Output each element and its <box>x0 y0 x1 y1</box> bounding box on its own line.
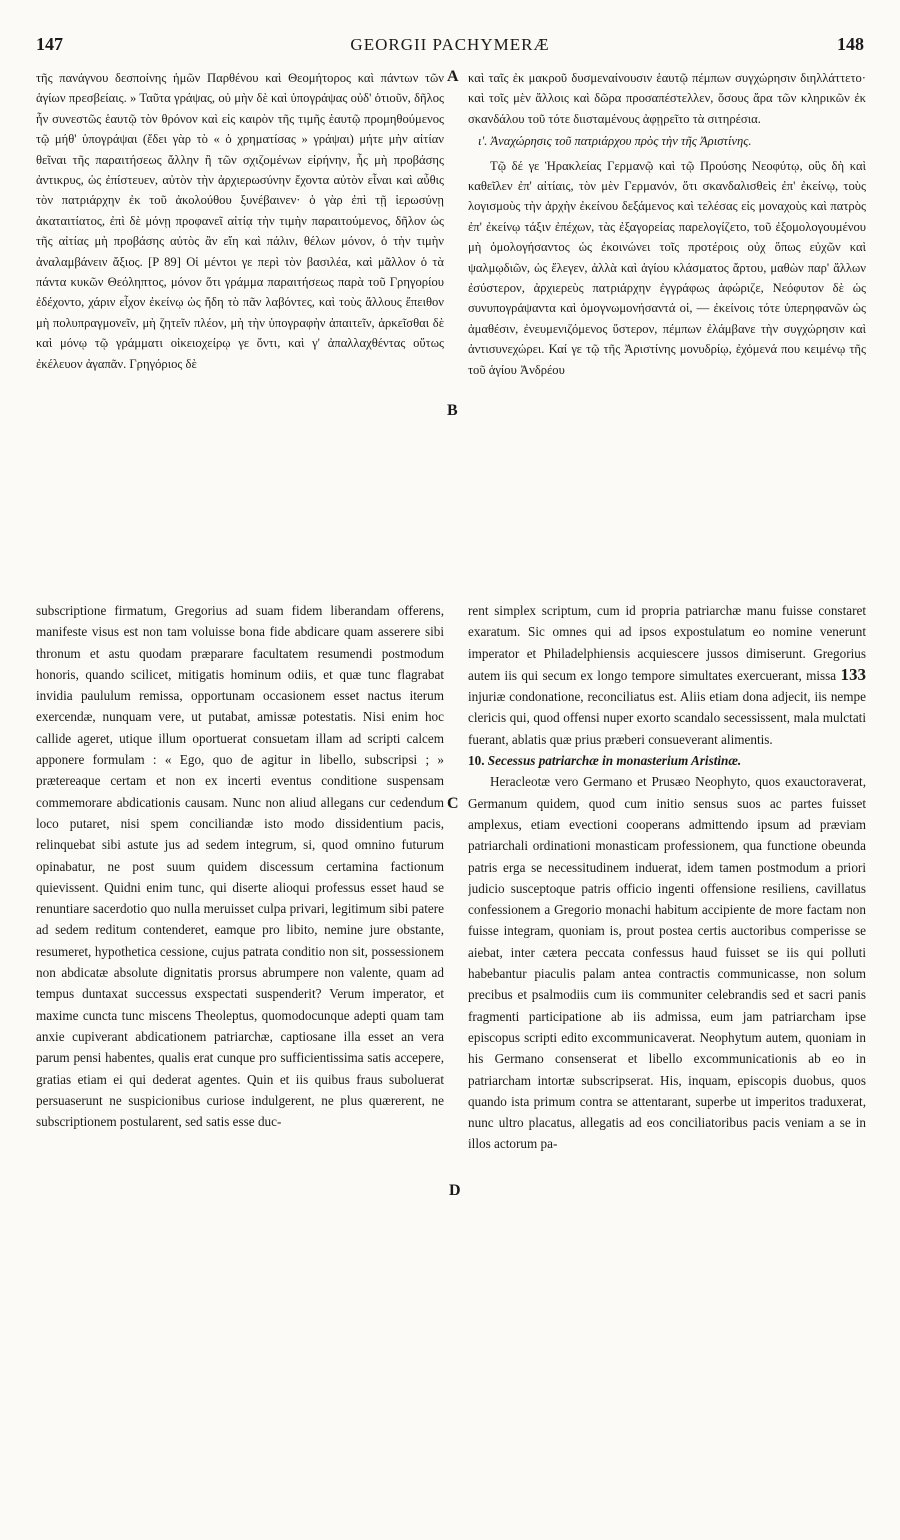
page-number-left: 147 <box>36 34 63 54</box>
margin-letter-d: D <box>449 1182 461 1199</box>
greek-paragraph: Τῷ δέ γε Ἡρακλείας Γερμανῷ καὶ τῷ Προύσης Νεοφύτῳ, οὓς δὴ καὶ καθεῖλεν ἐπ' αἰτίαις, τὸν μὲν Γερμανόν, ὅτι σκανδαλισθεὶς ἐπ' ἐκείνῳ, τοὺς λογισμοὺς τὴν ἀρχὴν ἐκείνου δεξάμενος καὶ τελέσας εἰς μοναχοὺς καὶ πατρὸς ἐπ' ἐκείνῳ τάξιν ἐπέχων, τὰς ἐξαγορείας παρελογίζετο, τοῦ ἐξομολογουμένου μὴ ὁμολογήσαντος ὡς ἐκοινώνει τοῖς προτέροις οὐχ ὅπως εὐχῶν καὶ ψαλμῳδιῶν, ὡς ἔλεγεν, ἀλλὰ καὶ ἁγίου κλάσματος ἄρτου, μαθὼν παρ' ἄλλων ἐσύστερον, ἀρχιερεὺς πατριάρχην ἐγγράφως ἀφώριζε, Νεόφυτον δὲ ὡς συνυπογράψαντα καὶ ὁμογνωμονήσαντά οἱ, — ἐκείνοις τότε ὑπερηφανῶν ὡς ἀμαθέσιν, ἐνευμενιζόμενος ὕστερον, πέμπων ἐλάμβανε τὴν συγχώρησιν καὶ ἀντισυνεχώρει. Καί γε τῷ τῆς Ἀριστίνης μονυδρίῳ, ἐχόμενά που κειμένῳ τῆς τοῦ ἁγίου Ἀνδρέου <box>468 158 866 377</box>
greek-paragraph: τῆς πανάγνου δεσποίνης ἡμῶν Παρθένου καὶ Θεομήτορος καὶ πάντων τῶν ἁγίων πρεσβείαις. » Ταῦτα γράψας, οὐ μὴν δὲ καὶ ὑπογράψας οὐδ' ὁτιοῦν, δῆλος ἦν συνεστῶς ἑαυτῷ τὸν θρόνον καὶ εἰς καιρὸν τῆς τιμῆς ἑαυτῷ προμηθούμενος τῷ μήθ' ὑπογράψαι (ἔδει γὰρ τὸ « ὁ χρηματίσας » γράψαι) μήτε μὴν αἰτίαν θεῖναι τῆς παραιτήσεως ἄλλην ἢ τῶν σχιζομένων εἰρήνην, ἧς μὴ προβάσης ἀντικρυς, ὡς ἐπίστευεν, αὐτὸν τὴν ἀρχιερωσύνην ἔχοντα αὐτὸν εἶναι καὶ αὖθις τὸν πατριάρχην ἐκ τοῦ ἀκολούθου ξυνέβαινεν· ὁ γὰρ ἐπὶ τῇ ἱερωσύνῃ ἀκαταιτίατος, ἐπὶ δὲ μόνῃ προφανεῖ αἰτίᾳ τὴν τιμὴν παραιτούμενος, δῆλον ὡς τῆς αἰτίας μὴ προβάσης αὐτὸς ἂν εἴη καὶ πάλιν, θέλων μόνον, ὁ τὴν τιμὴν ἀναλαμβάνειν ἄξιος. [P 89] Οἱ μέντοι γε περὶ τὸν βασιλέα, καὶ μᾶλλον ὁ τὰ πάντα κυκῶν Θεόληπτος, μόνον ὅτι γράμμα παραιτήσεως παρὰ τοῦ Γρηγορίου ἐδέχοντο, χάριν εἶχον ἐκείνῳ ὡς ἤδη τὸ πᾶν λαβόντες, καὶ τοὺς ἄλλους ἔπειθον μὴ πολυπραγμονεῖν, μὴ ζητεῖν πλέον, μὴ τὴν ὑπογραφὴν ἀπαιτεῖν, ἀρκεῖσθαι δὲ καὶ μόνῳ τῷ γράμματι οἰκειοχείρῳ γε ὄντι, καὶ γ' ἀπαλλαχθέντας οὕτως ἐκέλευον ἀγαπᾶν. Γρηγόριος δὲ <box>36 71 444 371</box>
latin-paragraph <box>468 600 866 750</box>
running-header <box>36 34 864 60</box>
greek-section-heading: ι'. Ἀναχώρησις τοῦ πατριάρχου πρὸς τὴν τῆς Ἀριστίνης. <box>478 134 752 149</box>
latin-text-left-column <box>36 600 444 1530</box>
margin-letter-c: C <box>447 795 459 812</box>
inline-page-number: 133 <box>840 664 866 684</box>
running-title: GEORGII PACHYMERÆ <box>350 35 550 54</box>
margin-letter-a: A <box>447 68 459 85</box>
greek-paragraph: καὶ ταῖς ἐκ μακροῦ δυσμεναίνουσιν ἑαυτῷ πέμπων συγχώρησιν διηλλάττετο· καὶ τοῖς μὲν ἄλλοις καὶ δῶρα προσαπέστελλεν, ὅσους ἄρα τῶν κληρικῶν ἐκ σκανδάλου τοῦ τότε διισταμένους ἀφῃρεῖτο τὰ σιτηρέσια. <box>468 71 866 126</box>
latin-paragraph: Heracleotæ vero Germano et Prusæo Neophyto, quos exauctoraverat, Germanum quidem, quod cum initio sensus suos ac partes fuisset amplexus, etiam evectioni cooperans admittendo ipsum ad præviam patriarchali ordinationi monasticam professionem, qua functione obeunda patris erga se necessitudinem induerat, idem tamen postmodum a priori judicio susceptoque patris officio ingenti offensione resiliens, cavillatus confessionem a Gregorio monachi habitum accipiente de more factam non fuisse integram, quoniam is, prout postea certis auctoribus comperisse se aiebat, inter cætera peccata confessus haud fuisset se iis qui polluti habebantur piaculis palam antea contractis communicasse, non solum precibus et psalmodiis cum iis communiter celebrandis sed et sacri panis fragmenti participatione ab iis admissa, eum jam patriarcham ipse episcopus scripti edito excommunicaverat. Neophytum autem, quoniam in his Germano consenserat et libello excommunicationis ab eo in patriarcham intortæ subscripserat. His, inquam, episcopis duobus, quos quando ista primum contra se attentarant, superbe ut imperitos traduxerat, nunc ultro placatus, allegatis ad eos conciliatoribus pacis veniam a se in illos actorum pa- <box>468 774 866 1152</box>
margin-letter-b: B <box>447 402 458 419</box>
latin-paragraph: subscriptione firmatum, Gregorius ad suam fidem liberandam offerens, manifeste visus est non tam voluisse bona fide abdicare quam asserere sibi thronum et astu quodam præparare facultatem resumendi postmodum honoris, quando scilicet, mitigatis hominum odiis, et quæ tunc flagrabat invidia paululum remissa, opportunam occasionem esset nactus iterum exercendæ, nunquam vere, ut putabat, amissæ potestatis. Nisi enim hoc callide ageret, utique illum oportuerat consuetam illam ad scripti calcem apponere formulam : « Ego, quo de agitur in libello, subscripsi ; » prætereaque certam et non ex incerti eventus conditione suspensam commemorare abdicationis causam. Nunc non aliud allegans cur cedendum loco putaret, nisi spem conciliandæ isto modo dissidentium pacis, relinquebat sibi astute jus ad sedem integrum, si, quod omnino futurum opinabatur, ne post suum quidem discessum certamina factionum quievissent. Quidni enim tunc, qui diserte alioqui professus esset haud se renuntiare sacerdotio quo nulla meruisset culpa privari, legitimum sibi patere ad sedem reditum contenderet, eamque pro libito, nemine jure obstante, resumeret, hypothetica cessione, cujus patrata conditio non sit, possessionem non abdicatæ absolute dignitatis prorsus abrumpere non valente, quam ad tempus duntaxat successus exspectati suspenderit? Verum imperator, et maxime cuncta tunc miscens Theoleptus, quomodocunque adepti quam tam anxie cupiverant abdicationem patriarchæ, captiosane illa esset an vera parum pensi habentes, qualis erat cunque pro sufficientissima satis accepere, gratias etiam ei qui dederat agentes. Quin et iis quibus fraus suboluerat persuaserunt ne suspicionibus curiose indulgerent, ne plus quærerent, ne subscriptionem postularent, sed satis esse duc- <box>36 603 444 1130</box>
section-number: 10. <box>468 753 485 769</box>
greek-text-right-column <box>468 68 866 588</box>
latin-text-fragment: rent simplex scriptum, cum id propria patriarchæ manu fuisse constaret exaratum. Sic omnes qui ad ipsos expostulatum eo nomine venerunt imperator et Philadelphiensis acquiescere jussos dimiserunt. Gregorius autem iis qui secum ex longo tempore simultates exercuerant, missa <box>468 603 866 683</box>
page-number-right: 148 <box>837 34 864 54</box>
section-title: Secessus patriarchæ in monasterium Aristinæ. <box>487 753 742 769</box>
latin-section-heading <box>468 750 866 771</box>
latin-text-right-column <box>468 600 866 1530</box>
greek-text-left-column <box>36 68 444 588</box>
latin-text-fragment: injuriæ condonatione, reconciliatus est. Aliis etiam dona adjecit, iis nempe clericis qui, quod offensi nuper exorto scandalo secessissent, mala mulctati fuerant, ablatis quæ prius præberi consueverant alimentis. <box>468 689 866 747</box>
